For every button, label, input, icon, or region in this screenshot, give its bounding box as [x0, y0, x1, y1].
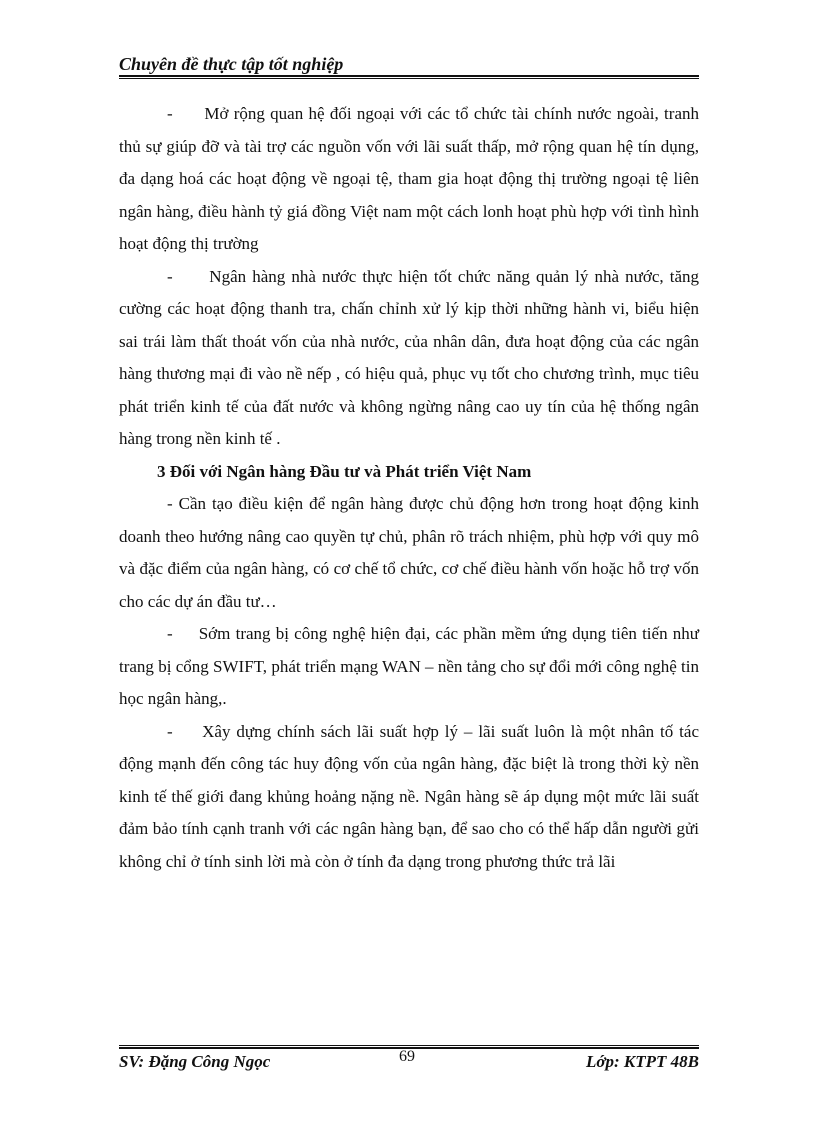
footer-rule-thin [119, 1045, 699, 1046]
document-body [119, 98, 704, 878]
footer-page-number: 69 [399, 1048, 415, 1065]
paragraph-autonomy: - Cần tạo điều kiện để ngân hàng được chủ động hơn trong hoạt động kinh doanh theo hướng nâng cao quyền tự chủ, phân rõ trách nhiệm, phù hợp với quy mô và đặc điểm của ngân hàng, có cơ chế tổ chức, cơ chế điều hành vốn hoặc hỗ trợ vốn cho các dự án đầu tư… [119, 494, 699, 611]
header-title: Chuyên đề thực tập tốt nghiệp [119, 54, 344, 74]
page-header [119, 52, 699, 79]
footer-student-name: SV: Đặng Công Ngọc [119, 1052, 271, 1071]
paragraph-technology: - Sớm trang bị công nghệ hiện đại, các phần mềm ứng dụng tiên tiến như trang bị cổng SWIFT, phát triển mạng WAN – nền tảng cho sự đổi mới công nghệ tin học ngân hàng,. [119, 624, 704, 708]
section-heading: 3 Đối với Ngân hàng Đầu tư và Phát triển Việt Nam [157, 461, 532, 481]
footer-class: Lớp: KTPT 48B [586, 1052, 699, 1071]
page-footer [119, 1045, 699, 1075]
header-rule-thin [119, 78, 699, 79]
paragraph-state-bank: - Ngân hàng nhà nước thực hiện tốt chức năng quản lý nhà nước, tăng cường các hoạt động thanh tra, chấn chỉnh xử lý kịp thời những hành vi, biểu hiện sai trái làm thất thoát vốn của nhà nước, của nhân dân, đưa hoạt động của các ngân hàng thương mại đi vào nề nếp , có hiệu quả, phục vụ tốt cho chương trình, mục tiêu phát triển kinh tế của đất nước và không ngừng nâng cao uy tín của hệ thống ngân hàng trong nền kinh tế . [119, 266, 704, 448]
paragraph-interest-rate: - Xây dựng chính sách lãi suất hợp lý – lãi suất luôn là một nhân tố tác động mạnh đến công tác huy động vốn của ngân hàng, đặc biệt là trong thời kỳ nền kinh tế thế giới đang khủng hoảng nặng nề. Ngân hàng sẽ áp dụng một mức lãi suất đảm bảo tính cạnh tranh với các ngân hàng bạn, để sao cho có thể hấp dẫn người gửi không chỉ ở tính sinh lời mà còn ở tính đa dạng trong phương thức trả lãi [119, 721, 704, 871]
paragraph-foreign-relations: - Mở rộng quan hệ đối ngoại với các tổ chức tài chính nước ngoài, tranh thủ sự giúp đỡ và tài trợ các nguồn vốn với lãi suất thấp, mở rộng quan hệ tín dụng, đa dạng hoá các hoạt động về ngoại tệ, tham gia hoạt động thị trường ngoại tệ liên ngân hàng, điều hành tỷ giá đồng Việt nam một cách lonh hoạt phù hợp với tình hình hoạt động thị trường [119, 104, 704, 253]
header-rule-thick [119, 75, 699, 77]
